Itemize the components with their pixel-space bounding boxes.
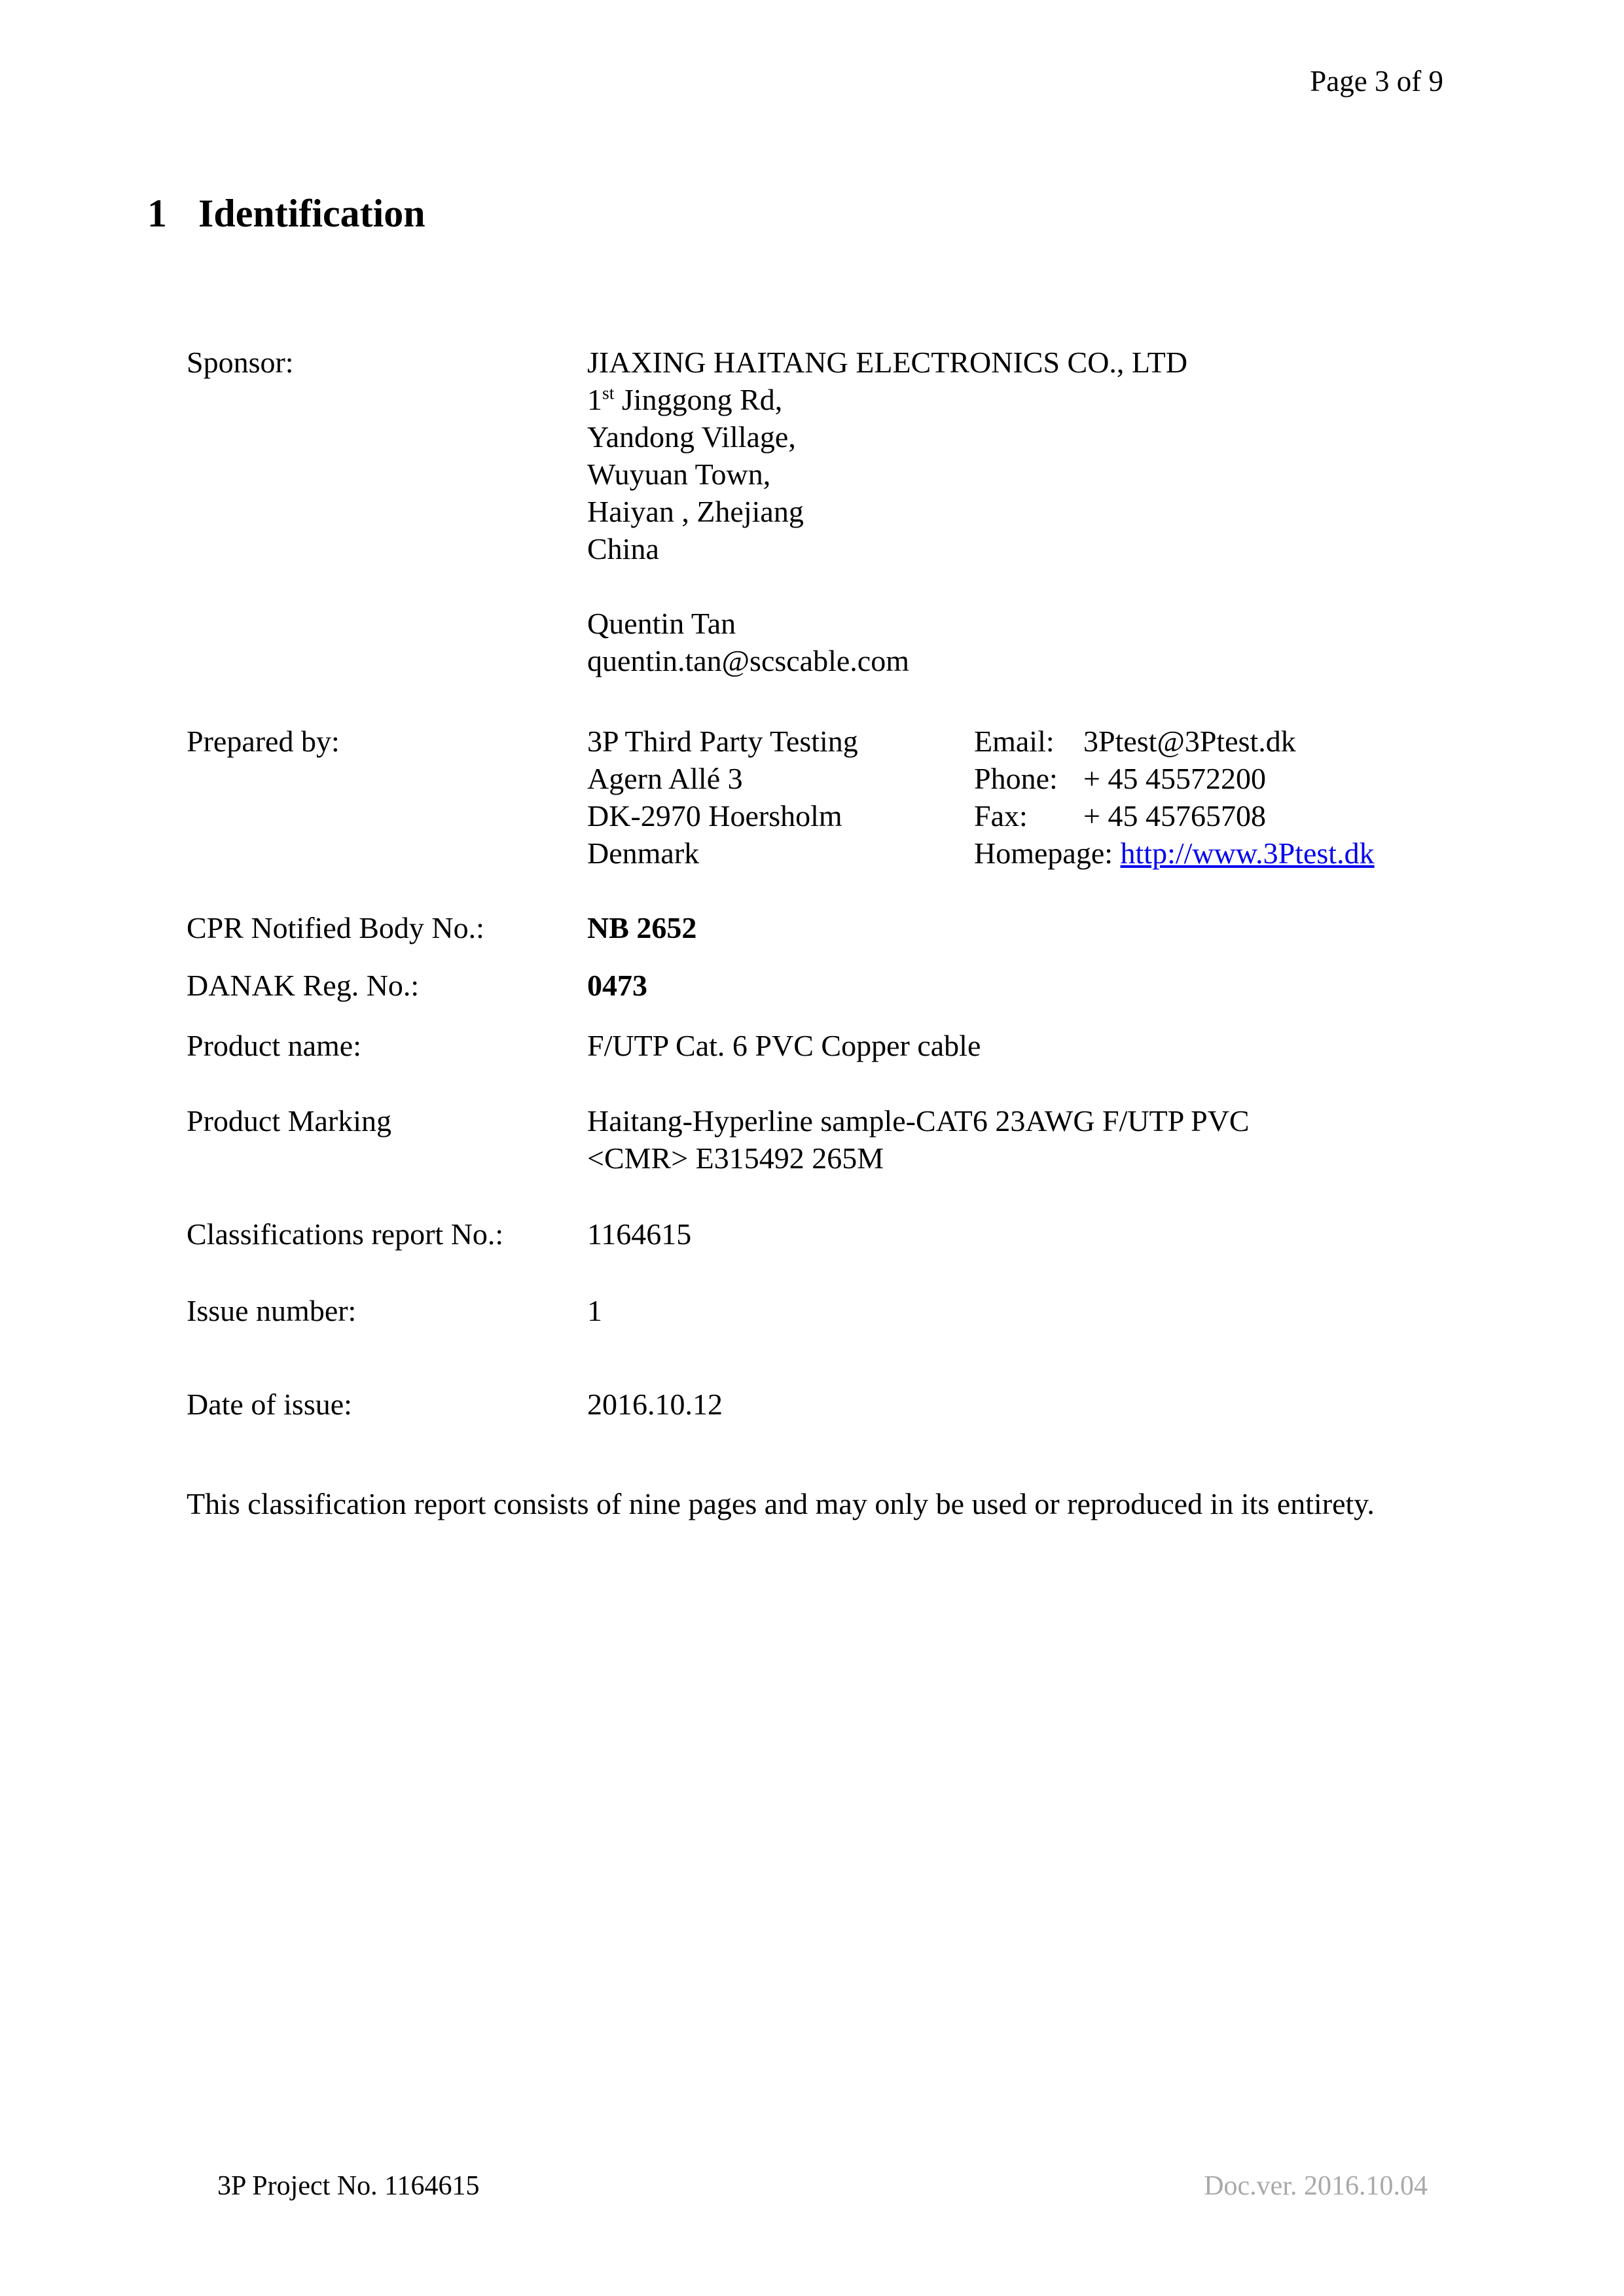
entirety-notice: This classification report consists of nine pages and may only be used or reproduced in its entirety. [187, 1487, 1375, 1520]
homepage-label: Homepage: [974, 836, 1113, 870]
homepage-gap [1113, 836, 1121, 870]
product-name-row [187, 1027, 1437, 1064]
cpr-notified-body-row [187, 909, 1437, 946]
phone-value: + 45 45572200 [1083, 762, 1266, 795]
cpr-label: CPR Notified Body No.: [187, 911, 484, 944]
danak-label: DANAK Reg. No.: [187, 969, 420, 1002]
section-number: 1 [147, 192, 167, 235]
product-marking-label: Product Marking [187, 1104, 392, 1138]
sponsor-street-line [587, 381, 1437, 418]
sponsor-address-line: Haiyan , Zhejiang [587, 495, 804, 528]
sponsor-address-line: China [587, 532, 659, 565]
product-marking-value [587, 1102, 1437, 1177]
danak-reg-row [187, 967, 1437, 1004]
contact-phone-line [974, 760, 1437, 797]
spacer [587, 567, 1437, 605]
sponsor-row [187, 344, 1437, 679]
date-of-issue-row [187, 1386, 1437, 1423]
product-name-label: Product name: [187, 1029, 361, 1062]
contact-homepage-line [974, 834, 1437, 872]
content-area [187, 344, 1437, 1522]
issue-number-label: Issue number: [187, 1294, 357, 1327]
classifications-report-row [187, 1215, 1437, 1253]
sponsor-contact-name: Quentin Tan [587, 607, 736, 640]
cpr-value: NB 2652 [587, 911, 697, 944]
section-heading [147, 192, 425, 235]
issue-number-row [187, 1292, 1437, 1329]
prepared-by-contact [974, 723, 1437, 872]
prepared-by-value [587, 723, 1437, 872]
fax-value: + 45 45765708 [1083, 799, 1266, 833]
page-number: Page 3 of 9 [1310, 65, 1443, 98]
danak-value: 0473 [587, 969, 647, 1002]
sponsor-address-line: Wuyuan Town, [587, 457, 771, 491]
report-no-label: Classifications report No.: [187, 1217, 504, 1251]
prepared-by-label: Prepared by: [187, 725, 340, 758]
product-marking-line: <CMR> E315492 265M [587, 1141, 884, 1175]
contact-fax-line [974, 797, 1437, 834]
sponsor-address-line: Yandong Village, [587, 420, 796, 454]
product-name-value: F/UTP Cat. 6 PVC Copper cable [587, 1029, 981, 1062]
prepared-by-row [187, 723, 1437, 872]
contact-email-line [974, 723, 1437, 760]
prepared-address-line: Agern Allé 3 [587, 762, 743, 795]
sponsor-contact-email: quentin.tan@scscable.com [587, 644, 909, 677]
footer-project-number: 3P Project No. 1164615 [217, 2171, 480, 2201]
street-ordinal: st [602, 382, 615, 403]
sponsor-company: JIAXING HAITANG ELECTRONICS CO., LTD [587, 346, 1188, 379]
issue-number-value: 1 [587, 1294, 602, 1327]
homepage-link[interactable]: http://www.3Ptest.dk [1120, 836, 1375, 870]
fax-label: Fax: [974, 799, 1028, 833]
prepared-address-line: 3P Third Party Testing [587, 725, 858, 758]
section-title: Identification [198, 192, 425, 235]
prepared-address-line: Denmark [587, 836, 700, 870]
sponsor-value [587, 344, 1437, 679]
prepared-address-line: DK-2970 Hoersholm [587, 799, 842, 833]
email-label: Email: [974, 725, 1055, 758]
phone-label: Phone: [974, 762, 1058, 795]
street-number: 1 [587, 383, 602, 416]
report-no-value: 1164615 [587, 1217, 692, 1251]
footer-doc-version: Doc.ver. 2016.10.04 [1204, 2171, 1428, 2201]
email-value: 3Ptest@3Ptest.dk [1083, 725, 1296, 758]
prepared-by-address [587, 723, 974, 872]
product-marking-line: Haitang-Hyperline sample-CAT6 23AWG F/UTP PVC [587, 1104, 1250, 1138]
date-of-issue-value: 2016.10.12 [587, 1388, 723, 1421]
sponsor-label: Sponsor: [187, 346, 294, 379]
street-rest: Jinggong Rd, [614, 383, 783, 416]
date-of-issue-label: Date of issue: [187, 1388, 352, 1421]
product-marking-row [187, 1102, 1437, 1177]
